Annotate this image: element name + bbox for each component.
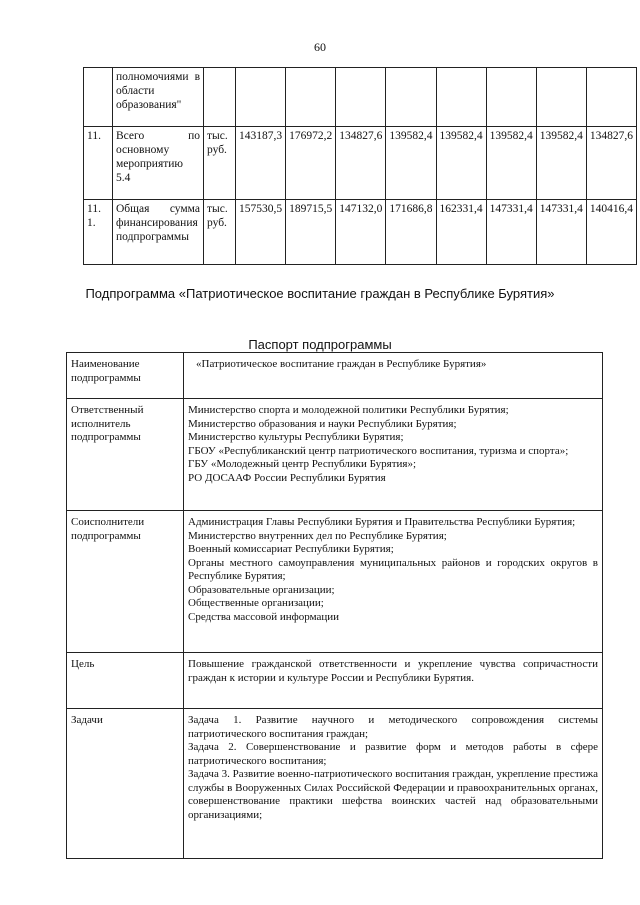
passport-line: Министерство культуры Республики Бурятия; <box>188 431 404 443</box>
value-cell: 139582,4 <box>386 127 436 200</box>
value-cell: 139582,4 <box>486 127 536 200</box>
value-cell: 147331,4 <box>486 200 536 265</box>
table-row <box>84 127 637 200</box>
passport-line: Министерство внутренних дел по Республике Бурятия; <box>188 529 447 542</box>
passport-value <box>184 511 603 653</box>
value-cell <box>286 68 336 127</box>
passport-label: Наименование подпрограммы <box>67 353 184 399</box>
value-cell <box>586 68 636 127</box>
passport-value <box>184 353 603 399</box>
passport-title: Паспорт подпрограммы <box>248 337 392 352</box>
passport-line: Задача 2. Совершенствование и развитие форм и методов работы в сфере патриотического воспитания; <box>188 741 598 767</box>
passport-line: Общественные организации; <box>188 597 324 609</box>
row-name-cell: полномочиями в области образования" <box>113 68 204 127</box>
value-cell <box>236 68 286 127</box>
passport-line: Министерство спорта и молодежной политики Республики Бурятия; <box>188 404 509 416</box>
passport-row-name <box>67 353 603 399</box>
passport-line: Образовательные организации; <box>188 583 335 596</box>
passport-line: Задача 3. Развитие военно-патриотического воспитания граждан, укрепление престижа службы в Вооруженных Силах Российской Федерации и правоохранительных органах, совершенствование практики шефства воинских частей над образовательными организациями; <box>188 768 598 821</box>
passport-line: Органы местного самоуправления муниципальных районов и городских округов в Республике Бурятия; <box>188 556 598 582</box>
passport-value <box>184 653 603 709</box>
passport-row-responsible <box>67 399 603 511</box>
passport-line: ГБОУ «Республиканский центр патриотического воспитания, туризма и спорта»; <box>188 444 569 457</box>
value-cell: 176972,2 <box>286 127 336 200</box>
value-cell: 157530,5 <box>236 200 286 265</box>
value-cell: 140416,4 <box>586 200 636 265</box>
value-cell <box>536 68 586 127</box>
value-cell <box>386 68 436 127</box>
row-number-cell: 11. <box>84 127 113 200</box>
passport-line: Администрация Главы Республики Бурятия и Правительства Республики Бурятия; <box>188 516 576 528</box>
row-unit-cell: тыс. руб. <box>204 200 236 265</box>
passport-label: Цель <box>67 653 184 709</box>
value-cell: 134827,6 <box>586 127 636 200</box>
value-cell: 147132,0 <box>336 200 386 265</box>
finance-table <box>83 67 637 265</box>
passport-line: Министерство образования и науки Республики Бурятия; <box>188 417 457 430</box>
value-cell: 147331,4 <box>536 200 586 265</box>
value-cell: 139582,4 <box>536 127 586 200</box>
value-cell <box>436 68 486 127</box>
passport-line: РО ДОСААФ России Республики Бурятия <box>188 471 386 484</box>
row-name-cell: Всего по основному мероприятию 5.4 <box>113 127 204 200</box>
value-cell: 134827,6 <box>336 127 386 200</box>
value-cell: 143187,3 <box>236 127 286 200</box>
passport-line: Средства массовой информации <box>188 610 339 623</box>
passport-line: «Патриотическое воспитание граждан в Республике Бурятия» <box>196 358 487 370</box>
passport-label: Ответственный исполнитель подпрограммы <box>67 399 184 511</box>
subprogram-title: Подпрограмма «Патриотическое воспитание граждан в Республике Бурятия» <box>85 286 555 301</box>
passport-label: Задачи <box>67 709 184 859</box>
row-unit-cell <box>204 68 236 127</box>
passport-row-coexecutors <box>67 511 603 653</box>
passport-line: Повышение гражданской ответственности и укрепление чувства сопричастности граждан к истории и культуре России и Республики Бурятия. <box>188 658 598 684</box>
passport-line: Военный комиссариат Республики Бурятия; <box>188 543 394 555</box>
value-cell <box>486 68 536 127</box>
row-unit-cell: тыс. руб. <box>204 127 236 200</box>
passport-line: Задача 1. Развитие научного и методического сопровождения системы патриотического воспитания граждан; <box>188 714 598 740</box>
value-cell: 162331,4 <box>436 200 486 265</box>
passport-table <box>66 352 603 859</box>
value-cell: 171686,8 <box>386 200 436 265</box>
page-number: 60 <box>314 40 326 54</box>
value-cell: 139582,4 <box>436 127 486 200</box>
row-number-cell: 11. 1. <box>84 200 113 265</box>
passport-value <box>184 399 603 511</box>
passport-row-tasks <box>67 709 603 859</box>
row-number-cell <box>84 68 113 127</box>
value-cell <box>336 68 386 127</box>
passport-value <box>184 709 603 859</box>
passport-row-goal <box>67 653 603 709</box>
table-row <box>84 200 637 265</box>
table-row <box>84 68 637 127</box>
value-cell: 189715,5 <box>286 200 336 265</box>
row-name-cell: Общая сумма финансирования подпрограммы <box>113 200 204 265</box>
passport-line: ГБУ «Молодежный центр Республики Бурятия»; <box>188 458 417 470</box>
passport-label: Соисполнители подпрограммы <box>67 511 184 653</box>
